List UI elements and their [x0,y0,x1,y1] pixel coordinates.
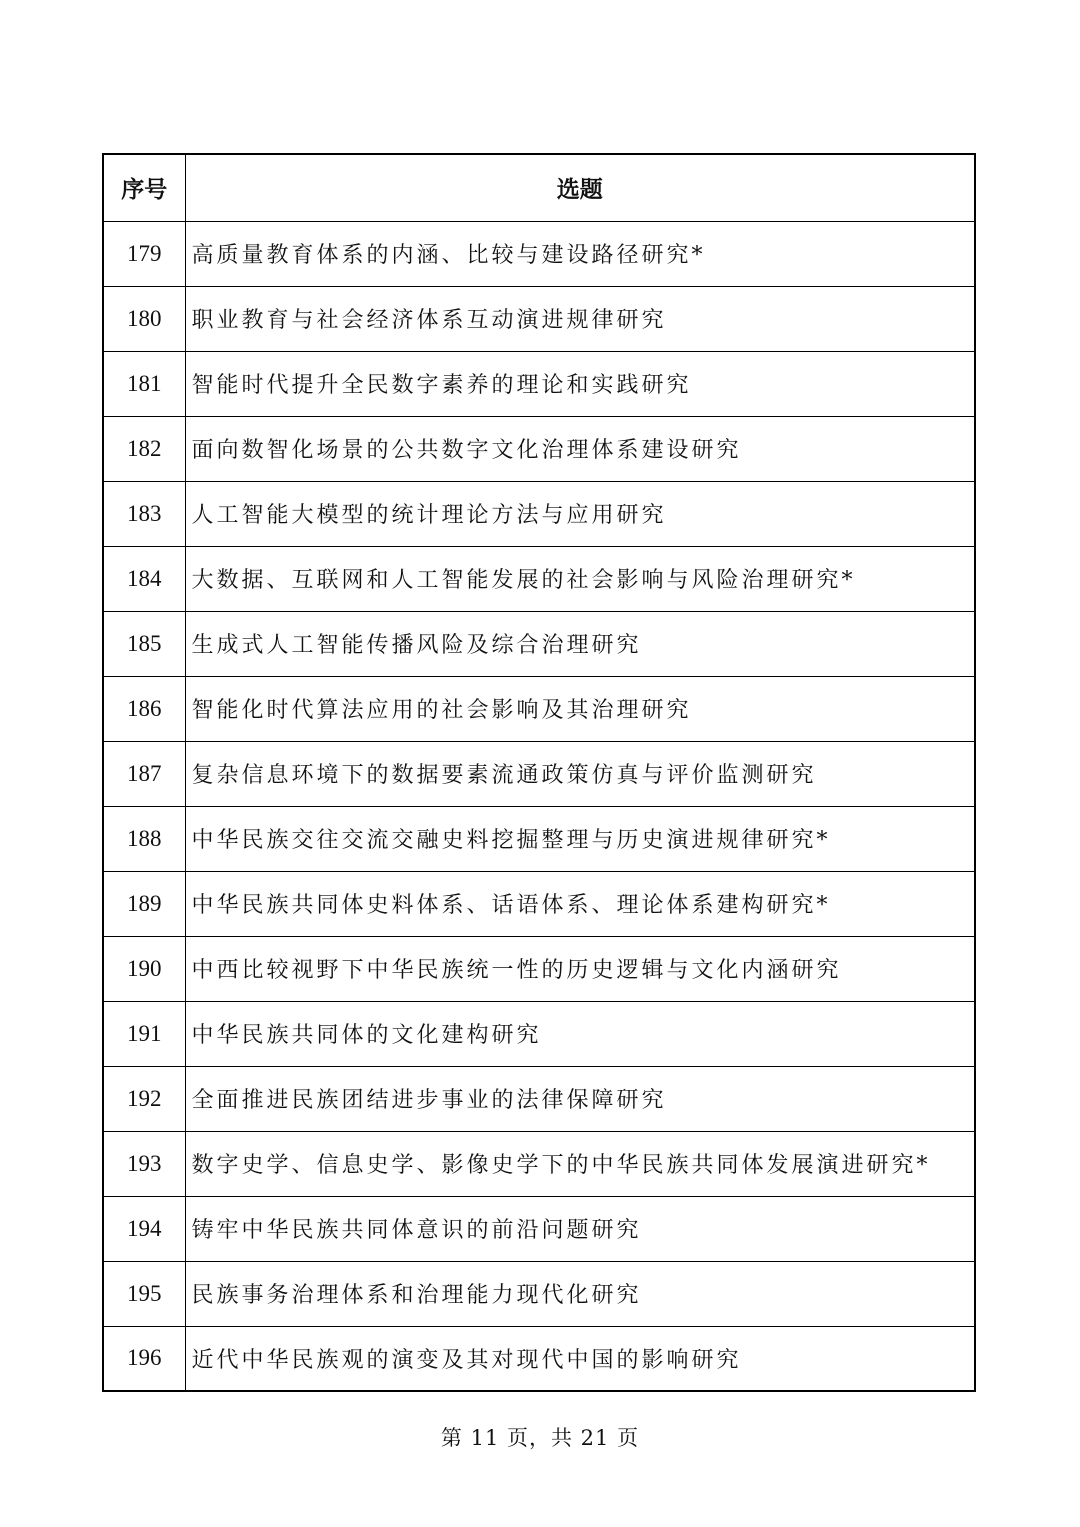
topic-table [102,153,976,1392]
table-header [103,154,975,221]
row-serial-number: 187 [103,741,185,806]
row-topic: 职业教育与社会经济体系互动演进规律研究 [185,286,975,351]
row-serial-number: 182 [103,416,185,481]
table-row [103,416,975,481]
table-row [103,1001,975,1066]
table-body [103,221,975,1391]
row-serial-number: 183 [103,481,185,546]
header-topic: 选题 [185,154,975,221]
header-serial-number: 序号 [103,154,185,221]
table-row [103,546,975,611]
table-row [103,741,975,806]
row-topic: 中华民族共同体史料体系、话语体系、理论体系建构研究* [185,871,975,936]
row-topic: 面向数智化场景的公共数字文化治理体系建设研究 [185,416,975,481]
row-topic: 数字史学、信息史学、影像史学下的中华民族共同体发展演进研究* [185,1131,975,1196]
row-topic: 民族事务治理体系和治理能力现代化研究 [185,1261,975,1326]
row-serial-number: 192 [103,1066,185,1131]
row-topic: 全面推进民族团结进步事业的法律保障研究 [185,1066,975,1131]
row-serial-number: 196 [103,1326,185,1391]
header-row [103,154,975,221]
table-row [103,286,975,351]
row-serial-number: 185 [103,611,185,676]
table-row [103,1066,975,1131]
page-footer: 第 11 页，共 21 页 [440,1426,640,1450]
row-topic: 智能化时代算法应用的社会影响及其治理研究 [185,676,975,741]
row-topic: 复杂信息环境下的数据要素流通政策仿真与评价监测研究 [185,741,975,806]
table-row [103,351,975,416]
row-topic: 智能时代提升全民数字素养的理论和实践研究 [185,351,975,416]
row-topic: 人工智能大模型的统计理论方法与应用研究 [185,481,975,546]
row-serial-number: 189 [103,871,185,936]
row-topic: 大数据、互联网和人工智能发展的社会影响与风险治理研究* [185,546,975,611]
row-serial-number: 191 [103,1001,185,1066]
row-topic: 中华民族交往交流交融史料挖掘整理与历史演进规律研究* [185,806,975,871]
row-serial-number: 180 [103,286,185,351]
row-serial-number: 186 [103,676,185,741]
table-row [103,611,975,676]
table-row [103,871,975,936]
row-serial-number: 190 [103,936,185,1001]
row-serial-number: 184 [103,546,185,611]
row-topic: 近代中华民族观的演变及其对现代中国的影响研究 [185,1326,975,1391]
row-topic: 中西比较视野下中华民族统一性的历史逻辑与文化内涵研究 [185,936,975,1001]
table-row [103,676,975,741]
table-row [103,806,975,871]
row-topic: 铸牢中华民族共同体意识的前沿问题研究 [185,1196,975,1261]
row-topic: 中华民族共同体的文化建构研究 [185,1001,975,1066]
row-serial-number: 193 [103,1131,185,1196]
row-topic: 高质量教育体系的内涵、比较与建设路径研究* [185,221,975,286]
row-topic: 生成式人工智能传播风险及综合治理研究 [185,611,975,676]
table-row [103,221,975,286]
row-serial-number: 194 [103,1196,185,1261]
table-row [103,481,975,546]
row-serial-number: 188 [103,806,185,871]
table-row [103,1196,975,1261]
table-row [103,1261,975,1326]
table-row [103,1326,975,1391]
row-serial-number: 179 [103,221,185,286]
table-row [103,936,975,1001]
row-serial-number: 181 [103,351,185,416]
row-serial-number: 195 [103,1261,185,1326]
table-row [103,1131,975,1196]
